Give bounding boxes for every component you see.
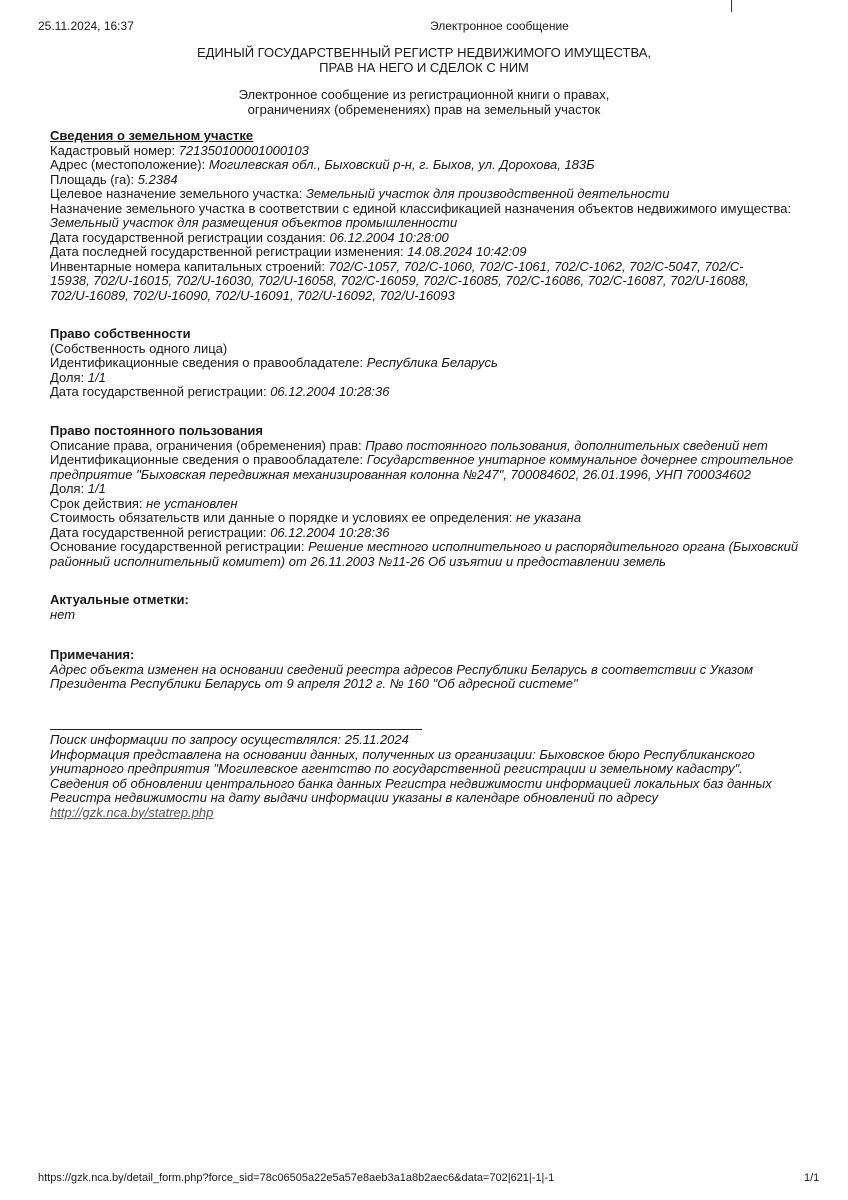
- field-label: Дата последней государственной регистрации изменения:: [50, 244, 408, 259]
- statrep-link[interactable]: http://gzk.nca.by/statrep.php: [50, 804, 214, 820]
- right-reg-date: [50, 526, 830, 541]
- field-value: Земельный участок для производственной деятельности: [305, 186, 670, 201]
- field-value: Государственное унитарное коммунальное дочернее строительное: [366, 452, 794, 467]
- field-value: 14.08.2024 10:42:09: [407, 244, 527, 259]
- land-heading: Сведения о земельном участке: [50, 128, 254, 143]
- field-value: 702/C-1057, 702/C-1060, 702/C-1061, 702/C-1062, 702/C-5047, 702/C-: [328, 258, 744, 274]
- inventory-numbers-cont: 15938, 702/U-16015, 702/U-16030, 702/U-16058, 702/C-16059, 702/C-16085, 702/C-16086, 702/C-16087, 702/U-16088,: [50, 273, 749, 288]
- field-label: Основание государственной регистрации:: [50, 539, 309, 554]
- obligation-cost: [50, 511, 830, 526]
- field-label: Площадь (га):: [50, 171, 138, 187]
- notes-text: Президента Республики Беларусь от 9 апреля 2012 г. № 160 "Об адресной системе": [50, 676, 578, 691]
- search-date: Поиск информации по запросу осуществлялся: 25.11.2024: [50, 732, 409, 747]
- current-marks-section: [50, 593, 830, 622]
- message-description: [0, 87, 848, 117]
- footer-section: [50, 733, 830, 820]
- ownership-section: [50, 327, 830, 400]
- print-page-title: Электронное сообщение: [430, 19, 569, 33]
- ownership-share: [50, 371, 830, 386]
- ownership-reg-date: [50, 385, 830, 400]
- field-label: Дата государственной регистрации создания:: [50, 229, 330, 245]
- field-label: Доля:: [50, 369, 88, 385]
- field-value: Решение местного исполнительного и распорядительного органа (Быховский: [308, 539, 799, 554]
- classification-label: Назначение земельного участка в соответствии с единой классификацией назначения объектов недвижимого имущества:: [50, 200, 792, 216]
- land-section: [50, 129, 830, 303]
- field-value: 06.12.2004 10:28:36: [270, 524, 390, 540]
- field-value: 06.12.2004 10:28:00: [329, 229, 449, 245]
- field-value: 721350100001000103: [178, 142, 309, 158]
- corner-mark: [731, 0, 732, 12]
- field-value: Республика Беларусь: [366, 355, 498, 370]
- field-value: не установлен: [146, 495, 238, 511]
- field-label: Стоимость обязательств или данные о порядке и условиях ее определения:: [50, 510, 516, 525]
- registry-title: [0, 45, 848, 75]
- registry-title-line: ПРАВ НА НЕГО И СДЕЛОК С НИМ: [319, 60, 529, 75]
- right-description: [50, 439, 830, 454]
- right-holder: [50, 453, 830, 468]
- current-marks-heading: Актуальные отметки:: [50, 592, 189, 607]
- field-label: Адрес (местоположение):: [50, 157, 209, 172]
- inventory-numbers: [50, 260, 830, 275]
- field-value: Право постоянного пользования, дополнительных сведений нет: [365, 437, 768, 453]
- message-description-line: ограничениях (обременениях) прав на земельный участок: [247, 102, 601, 117]
- update-info: Сведения об обновлении центрального банка данных Регистра недвижимости информацией локальных баз данных: [50, 775, 772, 791]
- field-label: Инвентарные номера капитальных строений:: [50, 258, 329, 274]
- notes-section: [50, 648, 830, 692]
- right-share: [50, 482, 830, 497]
- registration-basis: [50, 540, 830, 555]
- creation-date: [50, 231, 830, 246]
- field-label: Срок действия:: [50, 495, 147, 511]
- source-info: Информация представлена на основании данных, полученных из организации: Быховское бюро Республиканского: [50, 746, 755, 762]
- address: [50, 158, 830, 173]
- cadastral-number: [50, 144, 830, 159]
- right-holder-cont: предприятие "Быховская передвижная механизированная колонна №247", 700084602, 26.01.1996, УНП 700034602: [50, 466, 751, 482]
- field-label: Целевое назначение земельного участка:: [50, 186, 306, 201]
- print-url: https://gzk.nca.by/detail_form.php?force_sid=78c06505a22e5a57e8aeb3a1a8b2aec6&data=702|621|-1|-1: [38, 1172, 555, 1184]
- field-value: 1/1: [87, 481, 106, 496]
- update-info-cont: Регистра недвижимости на дату выдачи информации указаны в календаре обновлений по адресу: [50, 790, 658, 805]
- field-value: 1/1: [87, 369, 106, 385]
- source-info-cont: унитарного предприятия "Могилевское агентство по государственной регистрации и земельному кадастру".: [50, 761, 743, 776]
- field-value: 5.2384: [137, 171, 178, 187]
- field-label: Идентификационные сведения о правообладателе:: [50, 355, 367, 370]
- field-value: Могилевская обл., Быховский р-н, г. Быхов, ул. Дорохова, 183Б: [208, 157, 595, 172]
- permanent-use-section: [50, 424, 830, 569]
- field-label: Дата государственной регистрации:: [50, 384, 271, 399]
- page-number: 1/1: [804, 1172, 820, 1184]
- message-description-line: Электронное сообщение из регистрационной книги о правах,: [238, 87, 610, 102]
- registry-title-line: ЕДИНЫЙ ГОСУДАРСТВЕННЫЙ РЕГИСТР НЕДВИЖИМОГО ИМУЩЕСТВА,: [196, 45, 652, 60]
- notes-text: Адрес объекта изменен на основании сведений реестра адресов Республики Беларусь в соответствии с Указом: [50, 661, 754, 677]
- right-term: [50, 497, 830, 512]
- field-value: не указана: [515, 510, 582, 525]
- field-label: Описание права, ограничения (обременения) прав:: [50, 437, 366, 453]
- ownership-heading: Право собственности: [50, 326, 191, 341]
- field-label: Кадастровый номер:: [50, 142, 179, 158]
- purpose: [50, 187, 830, 202]
- print-datetime: 25.11.2024, 16:37: [38, 19, 134, 33]
- field-label: Дата государственной регистрации:: [50, 524, 271, 540]
- area: [50, 173, 830, 188]
- field-value: 06.12.2004 10:28:36: [270, 384, 390, 399]
- notes-heading: Примечания:: [50, 647, 135, 662]
- classification-value: Земельный участок для размещения объектов промышленности: [50, 215, 458, 230]
- footer-divider: [50, 729, 422, 730]
- permanent-use-heading: Право постоянного пользования: [50, 423, 264, 438]
- ownership-type: (Собственность одного лица): [50, 340, 228, 356]
- field-label: Доля:: [50, 481, 88, 496]
- ownership-holder: [50, 356, 830, 371]
- registration-basis-cont: районный исполнительный комитет) от 26.11.2003 №11-26 Об изъятии и предоставлении земель: [50, 553, 667, 569]
- field-label: Идентификационные сведения о правообладателе:: [50, 452, 367, 467]
- inventory-numbers-cont: 702/U-16089, 702/U-16090, 702/U-16091, 702/U-16092, 702/U-16093: [50, 287, 455, 303]
- current-marks-value: нет: [50, 606, 76, 622]
- last-change-date: [50, 245, 830, 260]
